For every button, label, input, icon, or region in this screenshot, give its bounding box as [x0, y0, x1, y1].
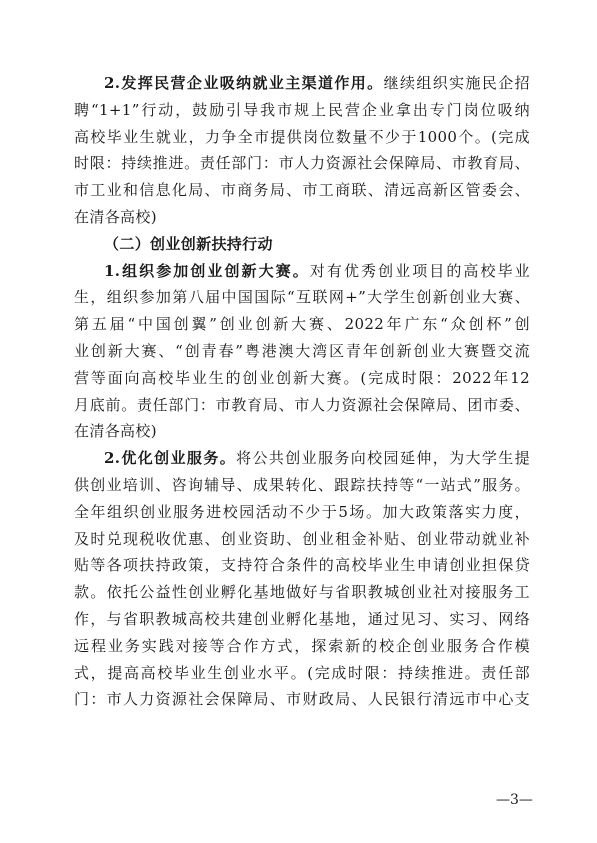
section-heading: （二）创业创新扶持行动	[104, 234, 273, 253]
line-text: 将公共创业服务向校园延伸，为大学生提	[236, 449, 530, 468]
paragraph-line: 及时兑现税收优惠、创业资助、创业租金补贴、创业带动就业补	[74, 529, 530, 548]
paragraph-line: 全年组织创业服务进校园活动不少于5场。加大政策落实力度，	[74, 502, 530, 521]
paragraph-line: 门：市人力资源社会保障局、市财政局、人民银行清远市中心支	[74, 690, 530, 709]
item-heading: 1.组织参加创业创新大赛。	[104, 261, 310, 280]
paragraph-line: 款。依托公益性创业孵化基地做好与省职教城创业社对接服务工	[74, 583, 530, 602]
paragraph-line: 作，与省职教城高校共建创业孵化基地，通过见习、实习、网络	[74, 609, 530, 628]
paragraph-line: 市工业和信息化局、市商务局、市工商联、清远高新区管委会、	[74, 181, 530, 200]
paragraph-line: 高校毕业生就业，力争全市提供岗位数量不少于1000个。(完成	[74, 127, 530, 146]
paragraph-line: 在清各高校)	[74, 207, 157, 226]
paragraph-line: 第五届“中国创翼”创业创新大赛、2022年广东“众创杯”创	[74, 315, 530, 334]
paragraph-line: 远程业务实践对接等合作方式，探索新的校企创业服务合作模	[74, 636, 530, 655]
document-body	[74, 70, 530, 713]
item-heading: 2.优化创业服务。	[104, 449, 237, 468]
paragraph-line: 在清各高校)	[74, 422, 157, 441]
paragraph-line: 生，组织参加第八届中国国际“互联网+”大学生创新创业大赛、	[74, 288, 530, 307]
page-number: —3—	[496, 792, 533, 808]
paragraph-line: 营等面向高校毕业生的创业创新大赛。(完成时限：2022年12	[74, 368, 530, 387]
line-text: 继续组织实施民企招	[383, 74, 530, 92]
paragraph-line: 供创业培训、咨询辅导、成果转化、跟踪扶持等“一站式”服务。	[74, 475, 530, 494]
paragraph-line: 聘“1+1”行动，鼓励引导我市规上民营企业拿出专门岗位吸纳	[74, 100, 530, 119]
paragraph-line: 式，提高高校毕业生创业水平。(完成时限：持续推进。责任部	[74, 663, 530, 682]
paragraph-line	[74, 258, 530, 285]
paragraph-line: 贴等各项扶持政策，支持符合条件的高校毕业生申请创业担保贷	[74, 556, 530, 575]
item-heading: 2.发挥民营企业吸纳就业主渠道作用。	[104, 74, 384, 92]
paragraph-line: 业创新大赛、“创青春”粤港澳大湾区青年创新创业大赛暨交流	[74, 341, 530, 360]
paragraph-line: 时限：持续推进。责任部门：市人力资源社会保障局、市教育局、	[74, 154, 530, 173]
paragraph-line: 月底前。责任部门：市教育局、市人力资源社会保障局、团市委、	[74, 395, 530, 414]
paragraph-line	[74, 70, 530, 97]
paragraph-line	[74, 445, 530, 472]
line-text: 对有优秀创业项目的高校毕业	[309, 261, 530, 280]
